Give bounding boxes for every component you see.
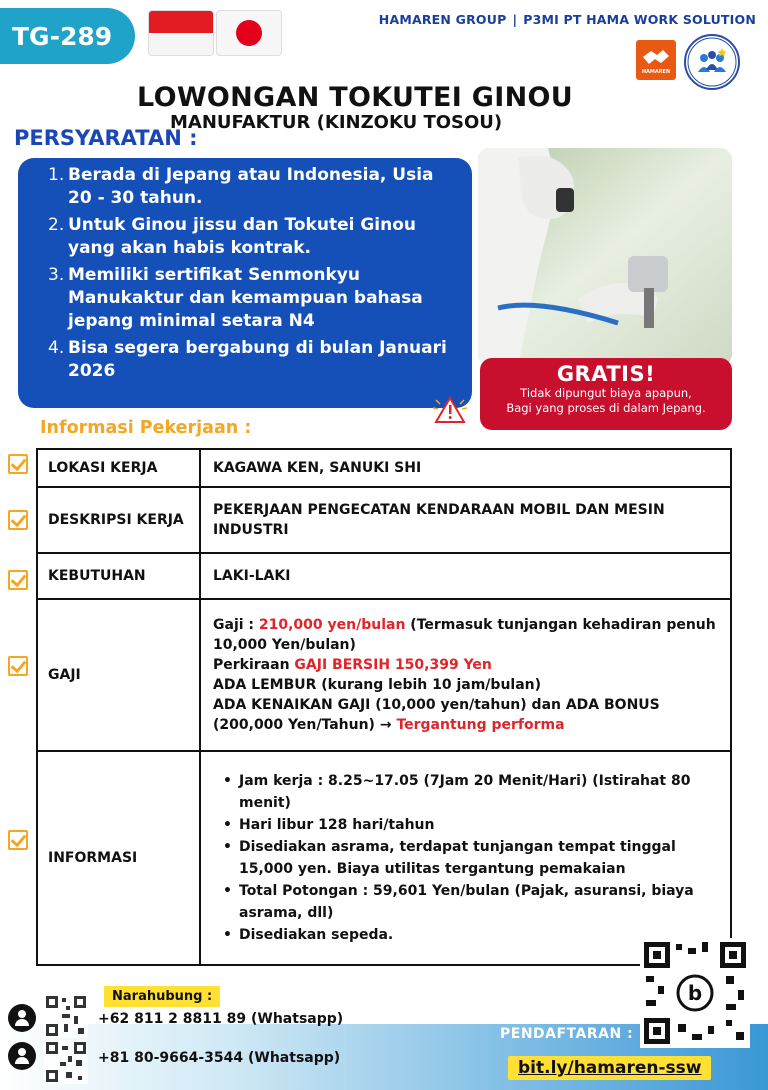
person-icon	[8, 1042, 36, 1070]
table-row-informasi	[37, 751, 731, 965]
deskripsi-value: PEKERJAAN PENGECATAN KENDARAAN MOBIL DAN MESIN INDUSTRI	[200, 487, 731, 553]
org-line	[379, 12, 756, 27]
free-title: GRATIS!	[556, 362, 656, 386]
people-logo-icon	[686, 36, 738, 88]
gaji-line-1: Gaji : 210,000 yen/bulan (Termasuk tunjangan kehadiran penuh 10,000 Yen/bulan)	[213, 617, 716, 653]
requirements-heading: PERSYARATAN :	[14, 126, 198, 150]
checkbox-icon	[8, 830, 28, 850]
qr-code-icon[interactable]	[44, 1040, 88, 1084]
gaji-line-4: ADA KENAIKAN GAJI (10,000 yen/tahun) dan ADA BONUS (200,000 Yen/Tahun) → Tergantung performa	[213, 697, 660, 733]
code-badge	[0, 8, 135, 64]
kebutuhan-label: KEBUTUHAN	[37, 553, 200, 599]
gaji-value	[200, 599, 731, 751]
qr-code-icon[interactable]	[44, 994, 88, 1038]
requirement-item: 1. Berada di Jepang atau Indonesia, Usia 20 - 30 tahun.	[48, 165, 434, 208]
informasi-value	[200, 751, 731, 965]
org-right: P3MI PT HAMA WORK SOLUTION	[523, 12, 756, 27]
list-item: • Jam kerja : 8.25~17.05 (7Jam 20 Menit/Hari) (Istirahat 80 menit)	[219, 770, 718, 814]
requirement-item: 2. Untuk Ginou jissu dan Tokutei Ginou yang akan habis kontrak.	[48, 215, 417, 258]
table-row-gaji	[37, 599, 731, 751]
requirement-item: 4. Bisa segera bergabung di bulan Januari 2026	[48, 338, 447, 381]
list-item: • Hari libur 128 hari/tahun	[219, 814, 718, 836]
page-title: LOWONGAN TOKUTEI GINOU	[137, 82, 573, 113]
lokasi-label: LOKASI KERJA	[37, 449, 200, 487]
registration-link[interactable]: bit.ly/hamaren-ssw	[508, 1056, 711, 1080]
checkbox-icon	[8, 454, 28, 474]
kebutuhan-value: LAKI-LAKI	[200, 553, 731, 599]
table-row-lokasi	[37, 449, 731, 487]
list-item: • Disediakan sepeda.	[219, 924, 718, 946]
org-left: HAMAREN GROUP	[378, 12, 507, 27]
job-code: TG-289	[12, 21, 113, 51]
list-item: • Total Potongan : 59,601 Yen/bulan (Pajak, asuransi, biaya asrama, dll)	[219, 880, 718, 924]
list-item: • Disediakan asrama, terdapat tunjangan tempat tinggal 15,000 yen. Biaya utilitas tergantung pemakaian	[219, 836, 718, 880]
phone-2[interactable]: +81 80-9664-3544 (Whatsapp)	[98, 1050, 341, 1066]
gaji-line-2: Perkiraan GAJI BERSIH 150,399 Yen	[213, 657, 492, 673]
contact-label: Narahubung :	[104, 986, 220, 1007]
person-icon	[8, 1004, 36, 1032]
table-row-kebutuhan	[37, 553, 731, 599]
deskripsi-label: DESKRIPSI KERJA	[37, 487, 200, 553]
requirement-item: 3. Memiliki sertifikat Senmonkyu Manukaktur dan kemampuan bahasa jepang minimal setara N4	[48, 265, 423, 331]
requirements-box	[18, 158, 472, 408]
svg-text:b: b	[687, 981, 703, 1005]
lokasi-value: KAGAWA KEN, SANUKI SHI	[200, 449, 731, 487]
free-line-2: Bagi yang proses di dalam Jepang.	[506, 401, 706, 415]
checkbox-icon	[8, 570, 28, 590]
checkbox-icon	[8, 510, 28, 530]
logo-caption: HAMAREN	[641, 69, 671, 75]
gaji-label: GAJI	[37, 599, 200, 751]
registration-qr-code-icon[interactable]	[640, 938, 750, 1048]
requirements-list	[48, 164, 458, 383]
page-subtitle: MANUFAKTUR (KINZOKU TOSOU)	[170, 112, 503, 133]
job-info-heading: Informasi Pekerjaan :	[40, 418, 252, 438]
job-info-table	[36, 448, 732, 966]
free-banner	[480, 358, 732, 430]
informasi-list	[213, 770, 718, 946]
informasi-label: INFORMASI	[37, 751, 200, 965]
free-line-1: Tidak dipungut biaya apapun,	[520, 386, 692, 400]
handshake-logo-icon	[641, 45, 671, 69]
table-row-deskripsi	[37, 487, 731, 553]
checkbox-icon	[8, 656, 28, 676]
gaji-line-3: ADA LEMBUR (kurang lebih 10 jam/bulan)	[213, 677, 542, 693]
spray-painter-photo	[478, 148, 732, 366]
hamaren-logo	[636, 40, 676, 80]
alert-icon	[432, 392, 468, 426]
indonesia-flag-icon	[148, 10, 214, 56]
org-separator: |	[512, 12, 518, 27]
japan-flag-icon	[216, 10, 282, 56]
phone-1[interactable]: +62 811 2 8811 89 (Whatsapp)	[98, 1011, 344, 1027]
registration-label: PENDAFTARAN :	[500, 1026, 634, 1042]
